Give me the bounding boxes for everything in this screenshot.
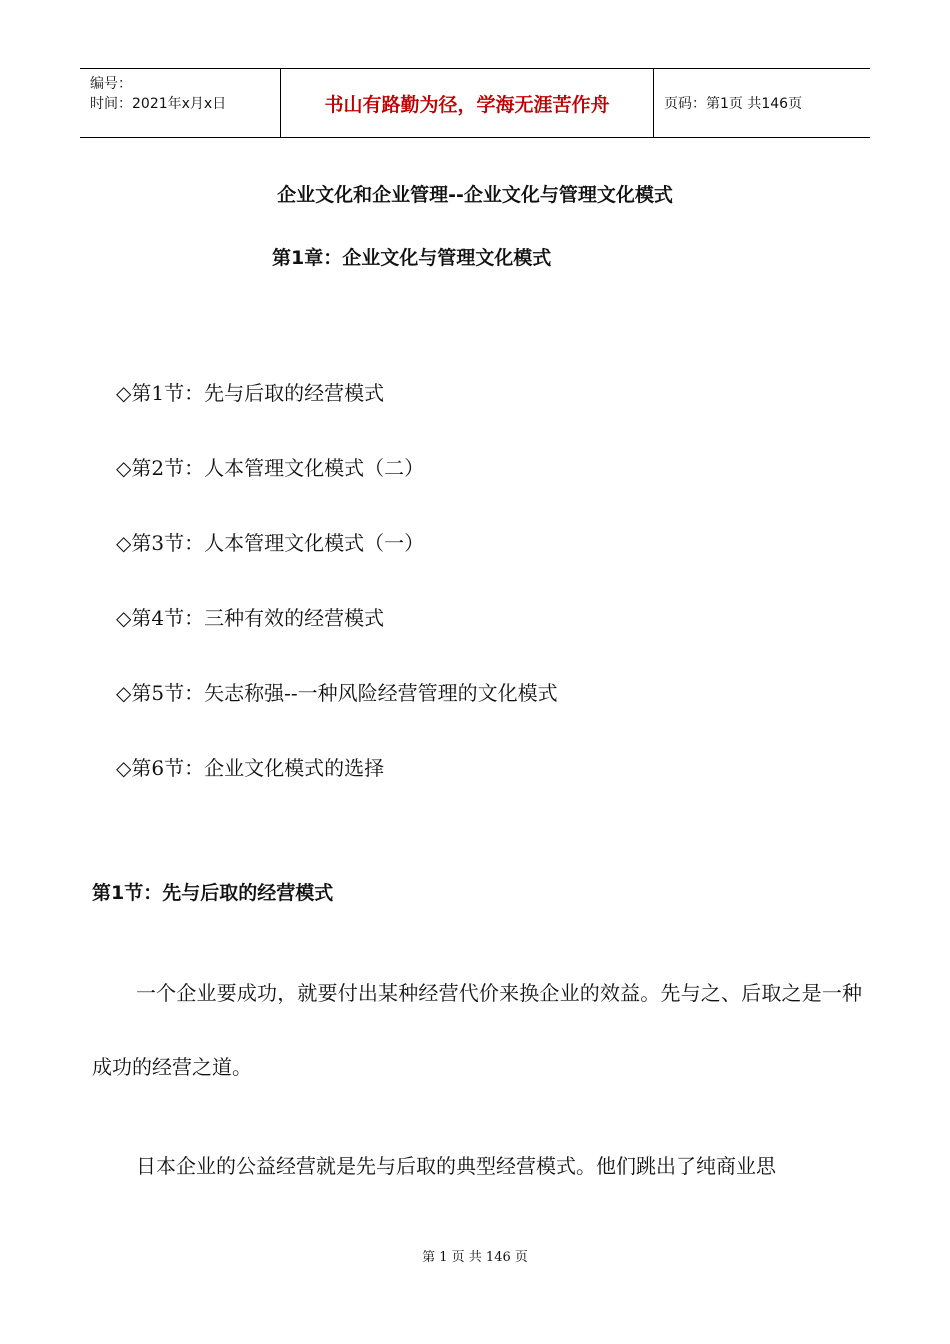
page-footer: 第 1 页 共 146 页 [422,1250,528,1265]
toc-item[interactable]: ◇第6节：企业文化模式的选择 [116,756,385,780]
header-page-info: 页码：第1页 共146页 [664,96,803,112]
serial-number-label: 编号： [90,76,132,92]
toc-item[interactable]: ◇第2节：人本管理文化模式（二） [116,456,425,480]
header-table [80,68,870,138]
toc-item[interactable]: ◇第1节：先与后取的经营模式 [116,381,385,405]
body-paragraph: 一个企业要成功，就要付出某种经营代价来换企业的效益。先与之、后取之是一种成功的经营之道。 [92,981,862,1079]
table-of-contents [116,378,558,828]
chapter-title: 第1章：企业文化与管理文化模式 [272,247,552,269]
header-motto: 书山有路勤为径，学海无涯苦作舟 [281,69,654,137]
toc-item[interactable]: ◇第5节：矢志称强--一种风险经营管理的文化模式 [116,681,558,705]
document-title: 企业文化和企业管理--企业文化与管理文化模式 [277,184,673,206]
body-paragraph: 日本企业的公益经营就是先与后取的典型经营模式。他们跳出了纯商业思 [136,1154,776,1178]
toc-item[interactable]: ◇第4节：三种有效的经营模式 [116,606,385,630]
header-left-cell [80,69,281,137]
section-heading: 第1节：先与后取的经营模式 [92,882,334,904]
toc-item[interactable]: ◇第3节：人本管理文化模式（一） [116,531,425,555]
date-label: 时间：2021年x月x日 [90,96,227,112]
